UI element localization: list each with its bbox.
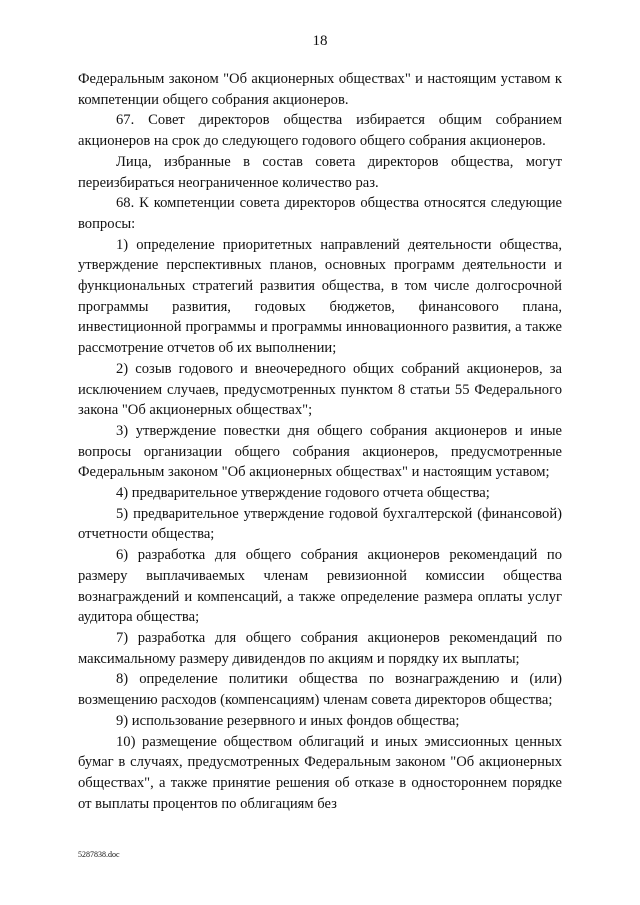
paragraph-67: 67. Совет директоров общества избирается общим собранием акционеров на срок до следующего годового общего собрания акционеров. [78, 112, 562, 150]
list-item-5: 5) предварительное утверждение годовой бухгалтерской (финансовой) отчетности общества; [78, 505, 562, 543]
list-item-1: 1) определение приоритетных направлений деятельности общества, утверждение перспективных планов, основных программ деятельности и функциональных стратегий развития общества, в том числе долгосрочной программы развития, годовых бюджетов, финансового плана, инвестиционной программы и программы инновационного развития, а также рассмотрение отчетов об их выполнении; [78, 236, 562, 357]
page-number: 18 [312, 33, 328, 49]
paragraph-reelection: Лица, избранные в состав совета директоров общества, могут переизбираться неограниченное количество раз. [78, 153, 562, 191]
list-item-4: 4) предварительное утверждение годового отчета общества; [116, 485, 490, 502]
list-item-7: 7) разработка для общего собрания акционеров рекомендаций по максимальному размеру дивидендов по акциям и порядку их выплаты; [78, 629, 562, 667]
list-item-8: 8) определение политики общества по вознаграждению и (или) возмещению расходов (компенсациям) членам совета директоров общества; [78, 671, 562, 709]
paragraph-68: 68. К компетенции совета директоров общества относятся следующие вопросы: [78, 195, 562, 232]
list-item-10: 10) размещение обществом облигаций и иных эмиссионных ценных бумаг в случаях, предусмотренных Федеральным законом "Об акционерных обществах", а также принятие решения об отказе в одностороннем порядке от выплаты процентов по облигациям без [78, 733, 562, 812]
document-body [78, 69, 562, 814]
list-item-9: 9) использование резервного и иных фондов общества; [116, 712, 460, 729]
paragraph-continuation: Федеральным законом "Об акционерных обществах" и настоящим уставом к компетенции общего собрания акционеров. [78, 71, 562, 108]
list-item-3: 3) утверждение повестки дня общего собрания акционеров и иные вопросы организации общего собрания акционеров, предусмотренные Федеральным законом "Об акционерных обществах" и настоящим уставом; [78, 422, 562, 481]
document-file-id: 5287838.doc [78, 850, 120, 859]
list-item-6: 6) разработка для общего собрания акционеров рекомендаций по размеру выплачиваемых членам ревизионной комиссии общества вознаграждений и компенсаций, а также определение размера оплаты услуг аудитора общества; [78, 547, 562, 626]
list-item-2: 2) созыв годового и внеочередного общих собраний акционеров, за исключением случаев, предусмотренных пунктом 8 статьи 55 Федерального закона "Об акционерных обществах"; [78, 360, 562, 419]
